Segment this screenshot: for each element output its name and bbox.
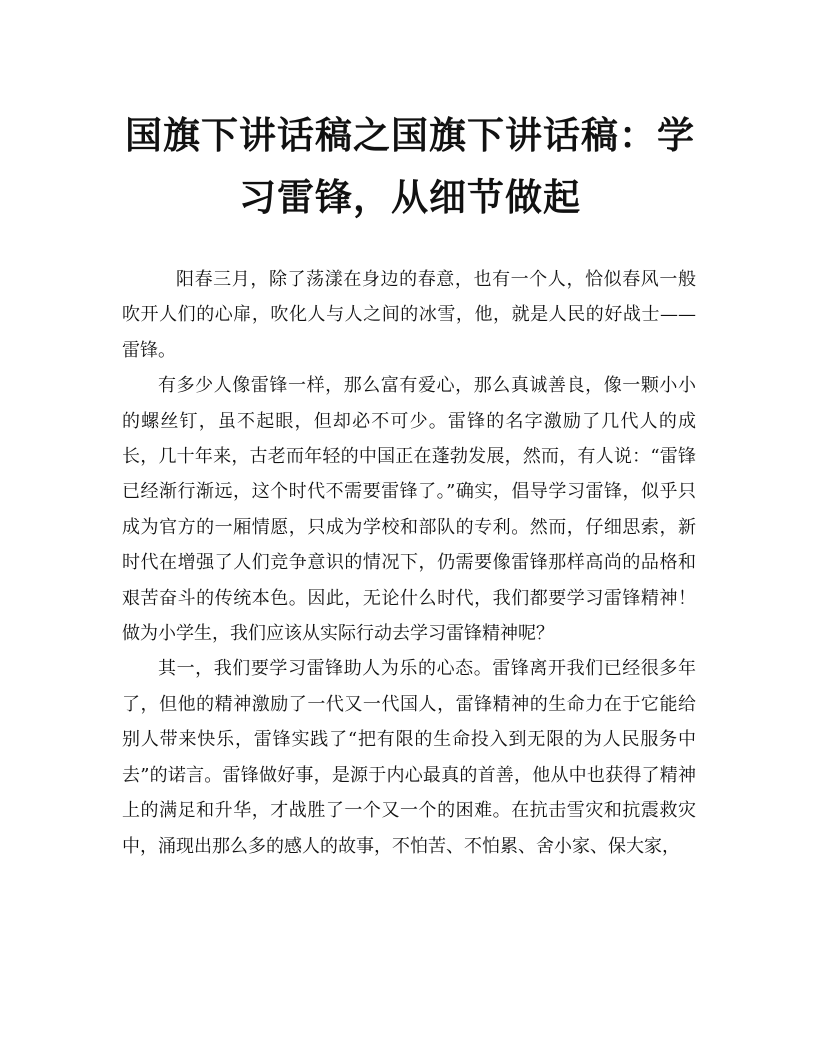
document-title: 国旗下讲话稿之国旗下讲话稿：学习雷锋，从细节做起 (125, 113, 695, 219)
paragraph-intro: 阳春三月，除了荡漾在身边的春意，也有一个人，恰似春风一般吹开人们的心扉，吹化人与人之间的冰雪，他，就是人民的好战士——雷锋。 (122, 269, 696, 361)
document-body (122, 262, 696, 864)
paragraph-body: 有多少人像雷锋一样，那么富有爱心，那么真诚善良，像一颗小小的螺丝钉，虽不起眼，但却必不可少。雷锋的名字激励了几代人的成长，几十年来，古老而年轻的中国正在蓬勃发展，然而，有人说：“雷锋已经渐行渐远，这个时代不需要雷锋了。”确实，倡导学习雷锋，似乎只成为官方的一厢情愿，只成为学校和部队的专利。然而，仔细思索，新时代在增强了人们竞争意识的情况下，仍需要像雷锋那样高尚的品格和艰苦奋斗的传统本色。因此，无论什么时代，我们都要学习雷锋精神！做为小学生，我们应该从实际行动去学习雷锋精神呢？ (122, 375, 696, 645)
paragraph-point-one: 其一，我们要学习雷锋助人为乐的心态。雷锋离开我们已经很多年了，但他的精神激励了一代又一代国人，雷锋精神的生命力在于它能给别人带来快乐，雷锋实践了“把有限的生命投入到无限的为人民服务中去”的诺言。雷锋做好事，是源于内心最真的首善，他从中也获得了精神上的满足和升华，才战胜了一个又一个的困难。在抗击雪灾和抗震救灾中，涌现出那么多的感人的故事，不怕苦、不怕累、舍小家、保大家， (122, 658, 696, 857)
